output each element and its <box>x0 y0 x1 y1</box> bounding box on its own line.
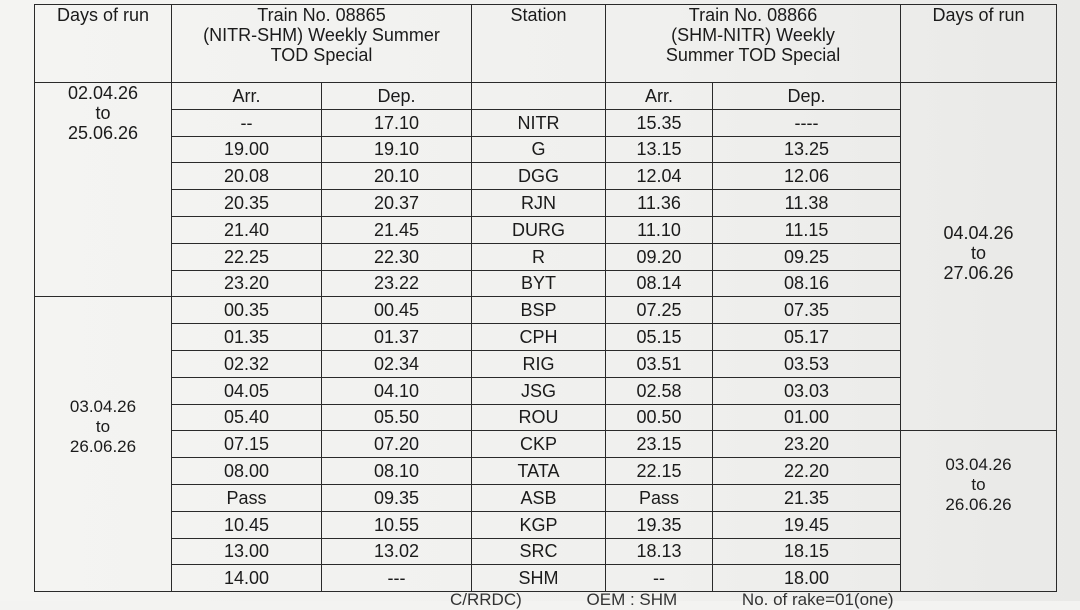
station-code: CKP <box>472 431 606 458</box>
arrival-down: 05.40 <box>172 404 322 431</box>
arrival-down: 08.00 <box>172 458 322 485</box>
departure-up: ---- <box>713 109 901 136</box>
station-code: CPH <box>472 324 606 351</box>
station-code: R <box>472 243 606 270</box>
arrival-down: 00.35 <box>172 297 322 324</box>
train-08865-number: Train No. 08865 <box>257 5 386 25</box>
departure-up: 23.20 <box>713 431 901 458</box>
days-of-run-right-1-from: 04.04.26 <box>943 223 1014 243</box>
station-code: SHM <box>472 565 606 592</box>
station-header: Station <box>472 5 606 83</box>
departure-down: 22.30 <box>322 243 472 270</box>
departure-up: 18.15 <box>713 538 901 565</box>
departure-up: 03.03 <box>713 377 901 404</box>
days-of-run-right-1 <box>901 83 1057 431</box>
arrival-up: 12.04 <box>606 163 713 190</box>
station-code: RJN <box>472 190 606 217</box>
departure-up: 18.00 <box>713 565 901 592</box>
days-of-run-left-2-dates <box>35 297 171 457</box>
train-08866-header <box>606 5 901 83</box>
days-of-run-right-2-to: to <box>971 475 986 495</box>
days-of-run-right-1-dates <box>901 83 1056 283</box>
arrival-up: 15.35 <box>606 109 713 136</box>
arrival-down: 02.32 <box>172 350 322 377</box>
table-row <box>35 431 1057 458</box>
arrival-down: 22.25 <box>172 243 322 270</box>
arrival-up: 08.14 <box>606 270 713 297</box>
days-of-run-right-1-until: 27.06.26 <box>943 263 1014 283</box>
station-code: RIG <box>472 350 606 377</box>
days-of-run-right-2 <box>901 431 1057 592</box>
departure-up: 07.35 <box>713 297 901 324</box>
footer-text-3: No. of rake=01(one) <box>741 590 894 609</box>
station-code: NITR <box>472 109 606 136</box>
departure-up: 12.06 <box>713 163 901 190</box>
station-code: ROU <box>472 404 606 431</box>
departure-up: 11.15 <box>713 216 901 243</box>
station-code: JSG <box>472 377 606 404</box>
arrival-up: 03.51 <box>606 350 713 377</box>
days-of-run-left-2 <box>35 297 172 592</box>
arrival-down: 21.40 <box>172 216 322 243</box>
dep-header-down: Dep. <box>322 83 472 110</box>
departure-down: 20.10 <box>322 163 472 190</box>
arrival-up: 00.50 <box>606 404 713 431</box>
departure-up: 13.25 <box>713 136 901 163</box>
departure-up: 05.17 <box>713 324 901 351</box>
station-code: BYT <box>472 270 606 297</box>
days-of-run-left-1 <box>35 83 172 297</box>
arrival-up: 05.15 <box>606 324 713 351</box>
departure-down: 21.45 <box>322 216 472 243</box>
arrival-up: 07.25 <box>606 297 713 324</box>
arrival-down: Pass <box>172 484 322 511</box>
arrival-down: 01.35 <box>172 324 322 351</box>
footer-text-2: OEM : SHM <box>586 590 678 609</box>
train-08865-type: TOD Special <box>270 45 373 65</box>
subheader-row <box>35 83 1057 110</box>
departure-down: --- <box>322 565 472 592</box>
days-of-run-left-2-from: 03.04.26 <box>69 397 137 417</box>
days-of-run-right-2-dates <box>901 431 1056 515</box>
departure-down: 05.50 <box>322 404 472 431</box>
arrival-up: 13.15 <box>606 136 713 163</box>
header-row <box>35 5 1057 83</box>
train-08866-route: (SHM-NITR) Weekly <box>671 25 835 45</box>
departure-down: 23.22 <box>322 270 472 297</box>
arrival-up: 23.15 <box>606 431 713 458</box>
arrival-down: 13.00 <box>172 538 322 565</box>
departure-up: 08.16 <box>713 270 901 297</box>
arrival-up: 02.58 <box>606 377 713 404</box>
arr-header-down: Arr. <box>172 83 322 110</box>
station-code: G <box>472 136 606 163</box>
days-of-run-left-1-dates <box>35 83 171 143</box>
departure-down: 13.02 <box>322 538 472 565</box>
arrival-up: 22.15 <box>606 458 713 485</box>
station-code: DGG <box>472 163 606 190</box>
station-code: DURG <box>472 216 606 243</box>
arrival-down: 07.15 <box>172 431 322 458</box>
station-code: SRC <box>472 538 606 565</box>
days-of-run-left-2-until: 26.06.26 <box>69 437 137 457</box>
arrival-down: -- <box>172 109 322 136</box>
arrival-down: 10.45 <box>172 511 322 538</box>
station-code: BSP <box>472 297 606 324</box>
station-subheader-blank <box>472 83 606 110</box>
train-08865-header <box>172 5 472 83</box>
days-of-run-right-2-until: 26.06.26 <box>945 495 1012 515</box>
departure-up: 19.45 <box>713 511 901 538</box>
days-of-run-right-1-to: to <box>971 243 987 263</box>
days-of-run-header-right: Days of run <box>901 5 1057 83</box>
departure-down: 09.35 <box>322 484 472 511</box>
departure-up: 03.53 <box>713 350 901 377</box>
departure-down: 19.10 <box>322 136 472 163</box>
footer-text-1: C/RRDC) <box>450 590 522 609</box>
arrival-up: -- <box>606 565 713 592</box>
departure-up: 22.20 <box>713 458 901 485</box>
arrival-down: 23.20 <box>172 270 322 297</box>
arr-header-up: Arr. <box>606 83 713 110</box>
station-code: KGP <box>472 511 606 538</box>
departure-up: 09.25 <box>713 243 901 270</box>
arrival-down: 20.35 <box>172 190 322 217</box>
station-code: TATA <box>472 458 606 485</box>
arrival-up: Pass <box>606 484 713 511</box>
departure-down: 10.55 <box>322 511 472 538</box>
departure-up: 11.38 <box>713 190 901 217</box>
train-08865-route: (NITR-SHM) Weekly Summer <box>203 25 440 45</box>
train-08866-type: Summer TOD Special <box>665 45 841 65</box>
departure-down: 07.20 <box>322 431 472 458</box>
departure-down: 00.45 <box>322 297 472 324</box>
timetable <box>34 4 1057 592</box>
arrival-down: 19.00 <box>172 136 322 163</box>
departure-up: 21.35 <box>713 484 901 511</box>
station-code: ASB <box>472 484 606 511</box>
arrival-up: 09.20 <box>606 243 713 270</box>
departure-down: 04.10 <box>322 377 472 404</box>
days-of-run-right-2-from: 03.04.26 <box>945 455 1012 475</box>
departure-down: 08.10 <box>322 458 472 485</box>
arrival-down: 14.00 <box>172 565 322 592</box>
footer-note <box>30 590 1080 610</box>
arrival-down: 20.08 <box>172 163 322 190</box>
arrival-up: 11.36 <box>606 190 713 217</box>
departure-down: 01.37 <box>322 324 472 351</box>
departure-up: 01.00 <box>713 404 901 431</box>
arrival-up: 11.10 <box>606 216 713 243</box>
days-of-run-left-1-until: 25.06.26 <box>67 123 139 143</box>
departure-down: 02.34 <box>322 350 472 377</box>
arrival-up: 19.35 <box>606 511 713 538</box>
departure-down: 20.37 <box>322 190 472 217</box>
arrival-down: 04.05 <box>172 377 322 404</box>
days-of-run-left-1-to: to <box>95 103 111 123</box>
days-of-run-left-1-from: 02.04.26 <box>67 83 139 103</box>
days-of-run-left-2-to: to <box>95 417 111 437</box>
dep-header-up: Dep. <box>713 83 901 110</box>
departure-down: 17.10 <box>322 109 472 136</box>
arrival-up: 18.13 <box>606 538 713 565</box>
train-08866-number: Train No. 08866 <box>688 5 818 25</box>
days-of-run-header-left: Days of run <box>35 5 172 83</box>
